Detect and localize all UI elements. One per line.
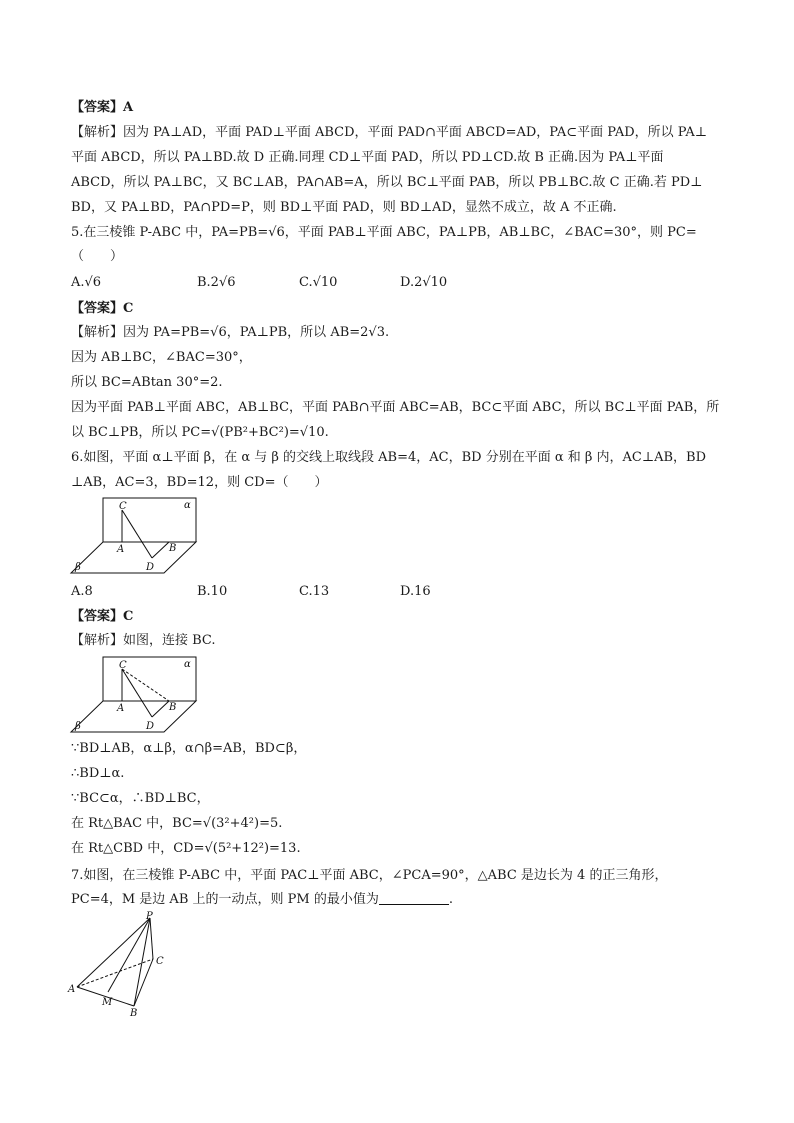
answer-5: 【答案】C (71, 301, 134, 316)
question-5-line-2: （ ） (71, 249, 124, 264)
figure-7-pyramid (64, 910, 174, 1018)
fig6-label-c: C (119, 501, 127, 512)
q5-option-c: C.√10 (299, 275, 338, 290)
q5-option-d: D.2√10 (400, 275, 448, 290)
explanation-6-line-6: 在 Rt△CBD 中，CD=√(5²+12²)=13. (71, 841, 301, 856)
fig6b-label-b: B (169, 702, 177, 713)
question-7-text: PC=4，M 是边 AB 上的一动点，则 PM 的最小值为 (71, 892, 379, 907)
question-7-line-2 (71, 889, 726, 911)
fig7-label-m: M (102, 997, 113, 1008)
question-5-line-1: 5.在三棱锥 P-ABC 中，PA=PB=√6，平面 PAB⊥平面 ABC，PA⊥PB，AB⊥BC，∠BAC=30°，则 PC= (71, 225, 697, 240)
explanation-5-line-1: 【解析】因为 PA=PB=√6，PA⊥PB，所以 AB=2√3. (71, 325, 390, 340)
fig6-label-a: A (117, 544, 125, 555)
explanation-6-line-3: ∴BD⊥α. (71, 766, 125, 781)
fig7-label-p: P (146, 911, 153, 922)
answer-blank[interactable] (379, 890, 449, 905)
q6-option-d: D.16 (400, 584, 431, 599)
explanation-6-line-4: ∵BC⊂α，∴BD⊥BC， (71, 791, 210, 806)
explanation-5-line-3: 所以 BC=ABtan 30°=2. (71, 375, 223, 390)
fig7-label-b: B (130, 1008, 138, 1018)
fig6b-label-alpha: α (184, 659, 191, 670)
explanation-5-line-5: 以 BC⊥PB，所以 PC=√(PB²+BC²)=√10. (71, 425, 329, 440)
q6-option-b: B.10 (197, 584, 228, 599)
q6-option-a: A.8 (71, 584, 93, 599)
explanation-6-line-1: 【解析】如图，连接 BC. (71, 633, 216, 648)
q5-option-a: A.√6 (71, 275, 102, 290)
fig6-label-alpha: α (184, 500, 191, 511)
explanation-4-line-3: ABCD，所以 PA⊥BC，又 BC⊥AB，PA∩AB=A，所以 BC⊥平面 PAB，所以 PB⊥BC.故 C 正确.若 PD⊥ (71, 175, 703, 190)
q6-option-c: C.13 (299, 584, 330, 599)
fig7-label-c: C (156, 956, 164, 967)
question-6-line-2: ⊥AB，AC=3，BD=12，则 CD=（ ） (71, 475, 328, 490)
fig7-label-a: A (68, 984, 76, 995)
fig6b-label-a: A (117, 703, 125, 714)
fig6b-label-beta: β (75, 721, 81, 732)
answer-4: 【答案】A (71, 100, 134, 115)
explanation-4-line-1: 【解析】因为 PA⊥AD，平面 PAD⊥平面 ABCD，平面 PAD∩平面 ABCD=AD，PA⊂平面 PAD，所以 PA⊥ (71, 125, 707, 140)
question-6-line-1: 6.如图，平面 α⊥平面 β，在 α 与 β 的交线上取线段 AB=4，AC，BD 分别在平面 α 和 β 内，AC⊥AB，BD (71, 450, 706, 465)
explanation-5-line-2: 因为 AB⊥BC，∠BAC=30°， (71, 350, 252, 365)
figure-6-perpendicular-planes (66, 494, 216, 578)
explanation-6-line-2: ∵BD⊥AB，α⊥β，α∩β=AB，BD⊂β， (71, 741, 307, 756)
q5-option-b: B.2√6 (197, 275, 236, 290)
question-7-period: . (448, 892, 453, 907)
fig6b-label-d: D (146, 721, 155, 732)
explanation-5-line-4: 因为平面 PAB⊥平面 ABC，AB⊥BC，平面 PAB∩平面 ABC=AB，BC⊂平面 ABC，所以 BC⊥平面 PAB，所 (71, 400, 720, 415)
explanation-4-line-4: BD，又 PA⊥BD，PA∩PD=P，则 BD⊥平面 PAD，则 BD⊥AD，显然不成立，故 A 不正确. (71, 200, 617, 215)
explanation-6-line-5: 在 Rt△BAC 中，BC=√(3²+4²)=5. (71, 816, 283, 831)
fig6-label-d: D (146, 562, 155, 573)
fig6-label-b: B (169, 543, 177, 554)
fig6-label-beta: β (75, 562, 81, 573)
fig6b-label-c: C (119, 660, 127, 671)
figure-6-solution (66, 653, 216, 737)
explanation-4-line-2: 平面 ABCD，所以 PA⊥BD.故 D 正确.同理 CD⊥平面 PAD，所以 PD⊥CD.故 B 正确.因为 PA⊥平面 (71, 150, 664, 165)
answer-6: 【答案】C (71, 609, 134, 624)
question-7-line-1: 7.如图，在三棱锥 P-ABC 中，平面 PAC⊥平面 ABC，∠PCA=90°，△ABC 是边长为 4 的正三角形， (71, 868, 668, 883)
